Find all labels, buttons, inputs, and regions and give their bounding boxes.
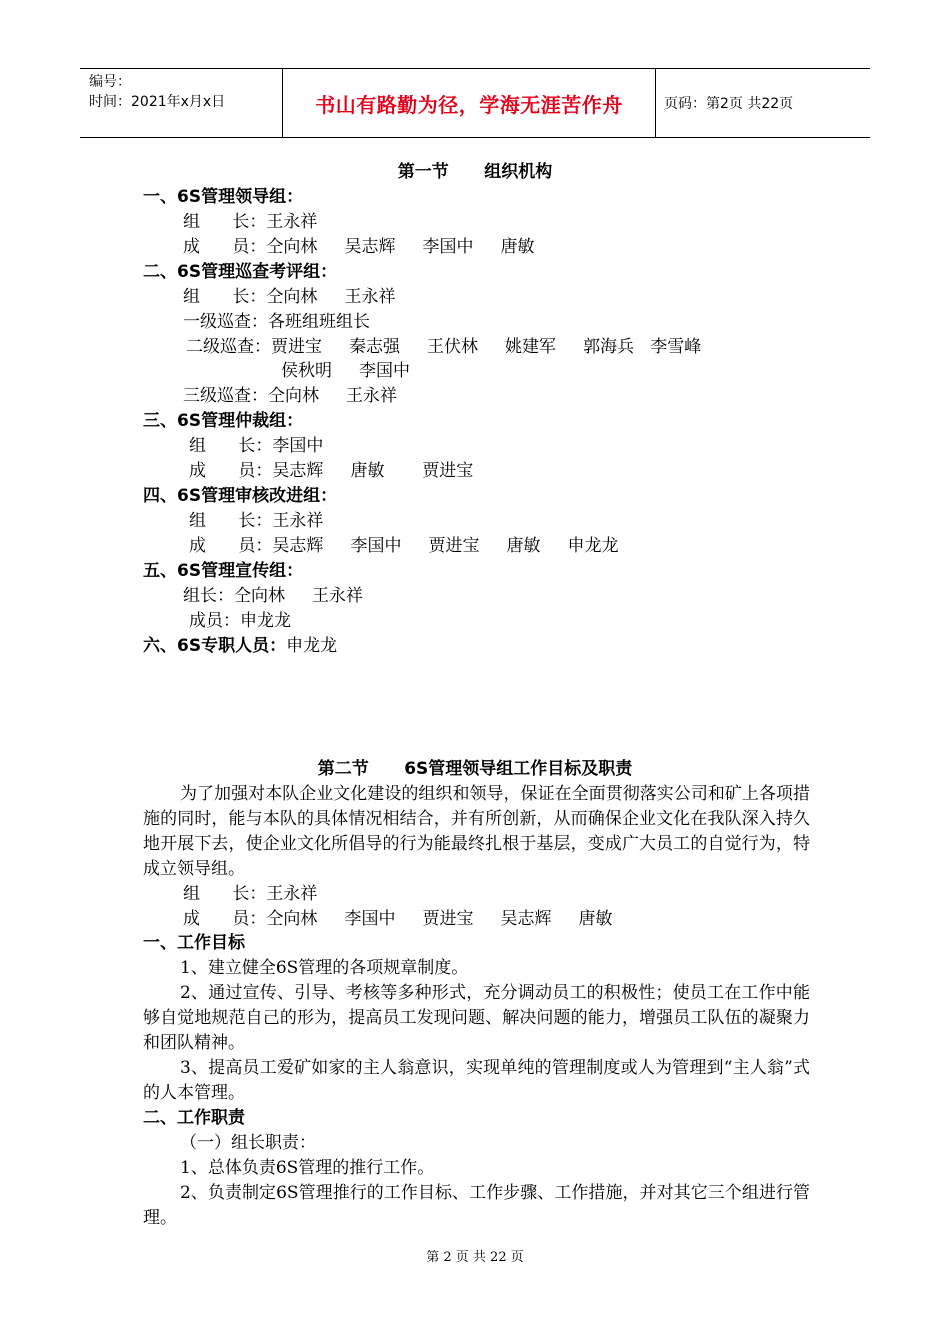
org-line: 成 员：吴志辉 唐敏 贾进宝 — [189, 461, 474, 481]
goal-item: 2、通过宣传、引导、考核等多种形式，充分调动员工的积极性；使员工在工作中能够自觉地规范自己的形为，提高员工发现问题、解决问题的能力，增强员工队伍的凝聚力和团队精神。 — [143, 983, 810, 1053]
org-heading-2: 二、6S管理巡查考评组： — [143, 262, 338, 282]
org-heading-3: 三、6S管理仲裁组： — [143, 411, 304, 431]
org-heading-4: 四、6S管理审核改进组： — [143, 486, 338, 506]
org-line: 成 员：仝向林 吴志辉 李国中 唐敏 — [183, 237, 535, 257]
org-heading-6-row — [143, 634, 337, 659]
goals-heading: 一、工作目标 — [143, 933, 245, 953]
org-line: 组 长：李国中 — [189, 436, 324, 456]
org-line: 成员：申龙龙 — [189, 611, 291, 631]
org-heading-5: 五、6S管理宣传组： — [143, 561, 304, 581]
org-line: 成 员：吴志辉 李国中 贾进宝 唐敏 申龙龙 — [189, 536, 619, 556]
org-line: 侯秋明 李国中 — [281, 361, 411, 381]
org-line: 二级巡查：贾进宝 秦志强 王伏林 姚建军 郭海兵 李雪峰 — [186, 337, 702, 357]
org-line: 组 长：仝向林 王永祥 — [183, 287, 396, 307]
goal-item: 3、提高员工爱矿如家的主人翁意识，实现单纯的管理制度或人为管理到“主人翁”式的人本管理。 — [143, 1058, 810, 1103]
header-page-info: 页码：第2页 共22页 — [664, 96, 794, 112]
date-label: 时间：2021年x月x日 — [89, 94, 226, 110]
org-heading-6: 六、6S专职人员： — [143, 636, 287, 656]
document-header — [80, 68, 870, 138]
org-line: 一级巡查：各班组班组长 — [183, 312, 370, 332]
duty-item: 1、总体负责6S管理的推行工作。 — [180, 1158, 435, 1178]
duty-item: 2、负责制定6S管理推行的工作目标、工作步骤、工作措施，并对其它三个组进行管理。 — [143, 1183, 810, 1228]
header-motto: 书山有路勤为径，学海无涯苦作舟 — [283, 69, 656, 137]
page-footer: 第 2 页 共 22 页 — [426, 1250, 524, 1265]
section2-title: 第二节 6S管理领导组工作目标及职责 — [317, 759, 633, 779]
members-line: 成 员：仝向林 李国中 贾进宝 吴志辉 唐敏 — [183, 909, 613, 929]
leader-line: 组 长：王永祥 — [183, 884, 318, 904]
intro-paragraph: 为了加强对本队企业文化建设的组织和领导，保证在全面贯彻落实公司和矿上各项措施的同时，能与本队的具体情况相结合，并有所创新，从而确保企业文化在我队深入持久地开展下去，使企业文化所倡导的行为能最终扎根于基层，变成广大员工的自觉行为，特成立领导组。 — [143, 784, 810, 879]
org-line: 组 长：王永祥 — [183, 212, 318, 232]
goal-item: 1、建立健全6S管理的各项规章制度。 — [180, 958, 469, 978]
header-meta — [80, 69, 283, 137]
section1-title: 第一节 组织机构 — [397, 162, 553, 182]
duties-heading: 二、工作职责 — [143, 1108, 245, 1128]
org-heading-1: 一、6S管理领导组： — [143, 187, 304, 207]
number-label: 编号： — [89, 74, 131, 90]
org-line: 组长：仝向林 王永祥 — [183, 586, 364, 606]
org-dedicated-staff: 申龙龙 — [286, 636, 338, 656]
org-line: 三级巡查：仝向林 王永祥 — [183, 386, 398, 406]
org-line: 组 长：王永祥 — [189, 511, 324, 531]
duty-subheading: （一）组长职责： — [180, 1133, 316, 1153]
